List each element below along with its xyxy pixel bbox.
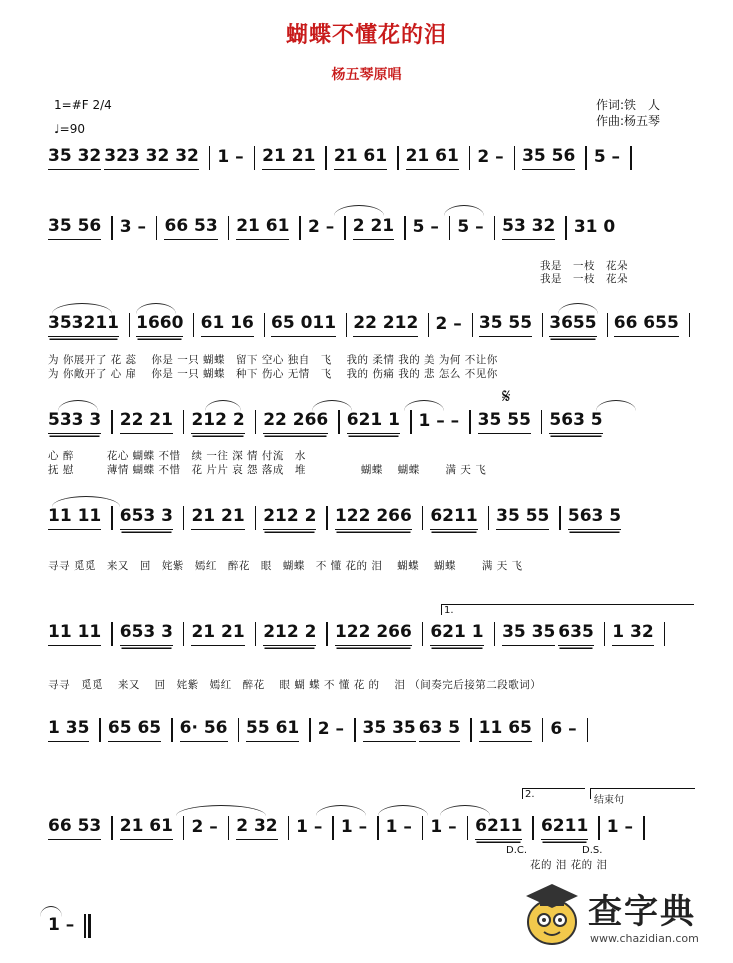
measure: 53 32 [502, 216, 555, 240]
measure: 621 1 [347, 410, 400, 434]
tie-arc [136, 303, 176, 314]
measure: 1 – [296, 817, 323, 837]
measure: 1 – [48, 915, 75, 935]
measure: 122 266 [335, 622, 412, 646]
measure: 621 1 [430, 622, 483, 646]
measure: 212 2 [263, 506, 316, 530]
tie-arc [444, 205, 484, 216]
score-line-5 [48, 506, 696, 530]
measure: 35 56 [48, 216, 101, 240]
measure: 3 – [119, 217, 146, 237]
measure: 2 – [307, 217, 335, 237]
measure: 2 – [435, 314, 462, 334]
song-subtitle: 杨五琴原唱 [331, 67, 402, 83]
song-title: 蝴蝶不懂花的泪 [285, 23, 447, 48]
measure: 6211 [541, 816, 588, 840]
measure: 563 5 [568, 506, 621, 530]
lyrics-line: 花的 泪 花的 泪 [530, 859, 608, 871]
measure: 21 61 [406, 146, 459, 170]
volta-bracket-1 [441, 604, 694, 615]
measure: 66 53 [48, 816, 101, 840]
volta-2-label: 2. [525, 789, 535, 800]
lyrics-line: 为 你敞开了 心 扉 你是 一只 蝴蝶 种下 伤心 无情 飞 我的 伤痛 我的 悲 怎么 不见你 [48, 368, 498, 380]
tie-arc [596, 400, 636, 411]
measure: 66 53 [164, 216, 217, 240]
measure: 653 3 [120, 622, 173, 646]
lyrics-line: 为 你展开了 花 蕊 你是 一只 蝴蝶 留下 空心 独自 飞 我的 柔情 我的 美 为何 不让你 [48, 354, 498, 366]
measure: 5 – [593, 147, 621, 167]
tie-arc [440, 805, 490, 816]
site-logo [520, 882, 720, 954]
measure: 212 2 [263, 622, 316, 646]
measure: 1 – [340, 817, 368, 837]
score-line-8 [48, 816, 696, 840]
tie-arc [52, 496, 120, 507]
tie-arc [334, 205, 384, 216]
tie-arc [205, 400, 241, 411]
measure: 2 21 [353, 216, 394, 240]
measure: 2 32 [236, 816, 277, 840]
measure: 533 3 [48, 410, 101, 434]
graduate-mascot-icon [520, 882, 584, 948]
measure: 5 – [412, 217, 439, 237]
measure: 1 32 [612, 622, 653, 646]
measure: 6211 [475, 816, 522, 840]
lyricist-credit: 作词:铁 人 [596, 98, 661, 112]
tie-arc [378, 805, 428, 816]
measure: 323 32 32 [104, 146, 199, 170]
measure: 6 – [550, 719, 577, 739]
lyrics-line: 寻寻 觅觅 来又 回 姹紫 嫣红 醉花 眼 蝴 蝶 不 懂 花 的 泪 （间奏完后接第二段歌词） [48, 679, 542, 691]
measure: 11 11 [48, 506, 101, 530]
measure: 1 – [606, 817, 634, 837]
measure: 22 266 [263, 410, 328, 434]
measure: 35 55 [496, 506, 549, 530]
measure: 11 65 [479, 718, 532, 742]
measure: 122 266 [335, 506, 412, 530]
measure: 1 – [217, 147, 244, 167]
measure: 353211 [48, 313, 119, 337]
measure: 1660 [136, 313, 183, 337]
lyrics-line: 抚 慰 薄情 蝴蝶 不惜 花 片片 哀 怨 落成 堆 蝴蝶 蝴蝶 满 天 飞 [48, 464, 487, 476]
measure: 2 – [191, 817, 218, 837]
lyrics-line: 心 醉 花心 蝴蝶 不惜 续 一往 深 情 付流 水 [48, 450, 306, 462]
measure: 65 011 [271, 313, 336, 337]
measure: 1 – [430, 817, 457, 837]
key-signature: 1=#F 2/4 [54, 98, 112, 112]
ending-label: 结束句 [594, 795, 624, 806]
lyrics-line: 寻寻 觅觅 来又 回 姹紫 嫣红 醉花 眼 蝴蝶 不 懂 花的 泪 蝴蝶 蝴蝶 满 天 飞 [48, 560, 523, 572]
lyrics-line: 我是 一枝 花朵 [540, 260, 628, 272]
measure: 21 61 [236, 216, 289, 240]
measure: 22 21 [120, 410, 173, 434]
score-line-7 [48, 718, 696, 742]
measure: 1 35 [48, 718, 89, 742]
measure: 35 55 [478, 410, 531, 434]
measure: 21 21 [262, 146, 315, 170]
ds-mark: D.S. [582, 845, 603, 856]
measure: 11 11 [48, 622, 101, 646]
logo-url: www.chazidian.com [590, 932, 699, 945]
score-line-2 [48, 216, 696, 240]
measure: 21 61 [334, 146, 387, 170]
score-line-6 [48, 622, 696, 646]
measure: 21 21 [191, 506, 244, 530]
measure: 35 32 [48, 146, 101, 170]
score-line-4 [48, 410, 696, 434]
tie-arc [58, 400, 98, 411]
measure: 63 5 [419, 718, 460, 742]
measure: 563 5 [549, 410, 602, 434]
measure: 3655 [549, 313, 596, 337]
measure: 35 35 [502, 622, 555, 646]
composer-credit: 作曲:杨五琴 [596, 114, 661, 128]
volta-1-label: 1. [444, 605, 454, 616]
measure: 1 – – [418, 411, 460, 431]
measure: 22 212 [353, 313, 418, 337]
measure: 66 655 [614, 313, 679, 337]
measure: 61 16 [201, 313, 254, 337]
measure: 1 – [385, 817, 412, 837]
measure: 2 – [317, 719, 344, 739]
measure: 21 61 [120, 816, 173, 840]
measure: 653 3 [120, 506, 173, 530]
score-line-3 [48, 313, 696, 337]
measure: 212 2 [191, 410, 244, 434]
measure: 6· 56 [180, 718, 228, 742]
segno-sign: 𝄋 [502, 384, 511, 408]
lyrics-line: 我是 一枝 花朵 [540, 273, 628, 285]
tie-arc [558, 303, 598, 314]
measure: 6211 [430, 506, 477, 530]
measure: 35 55 [479, 313, 532, 337]
measure: 35 35 [363, 718, 416, 742]
tie-arc [52, 303, 112, 314]
tie-arc [404, 400, 444, 411]
measure: 65 65 [108, 718, 161, 742]
measure: 635 [558, 622, 594, 646]
measure: 55 61 [246, 718, 299, 742]
score-line-1 [48, 146, 696, 170]
measure: 2 – [477, 147, 504, 167]
measure: 21 21 [191, 622, 244, 646]
dc-mark: D.C. [506, 845, 528, 856]
tie-arc [316, 805, 366, 816]
tie-arc [176, 805, 266, 816]
measure: 5 – [457, 217, 484, 237]
measure: 35 56 [522, 146, 575, 170]
tempo-mark: ♩=90 [54, 122, 85, 136]
tie-arc [312, 400, 352, 411]
measure: 31 0 [573, 217, 616, 237]
logo-text: 查字典 [588, 892, 696, 932]
